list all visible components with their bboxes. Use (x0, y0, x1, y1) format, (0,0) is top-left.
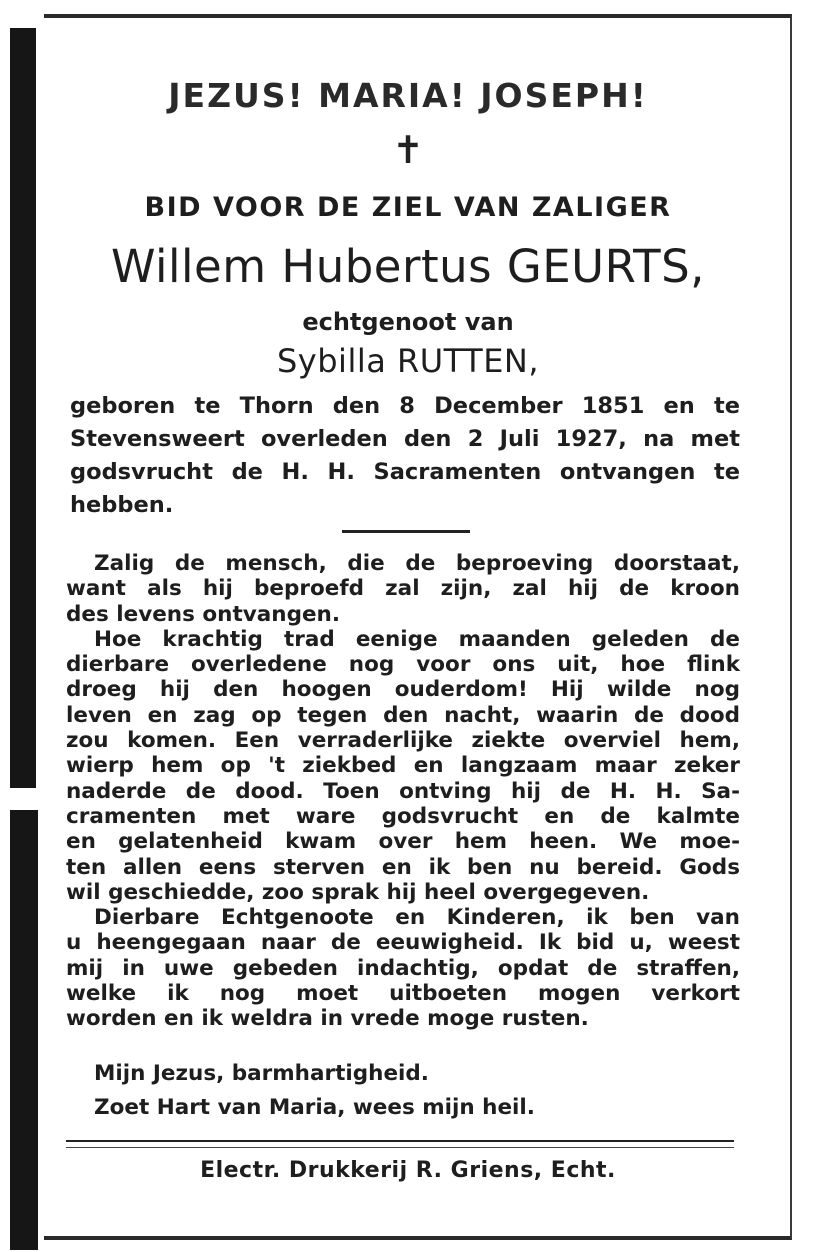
black-border-strip-lower (10, 810, 38, 1250)
footer-divider (66, 1140, 734, 1148)
meditation-line: wierp hem op 't ziekbed en langzaam maar zeker (66, 753, 740, 779)
section-divider (342, 530, 470, 533)
deceased-name: Willem Hubertus GEURTS, (111, 240, 705, 293)
meditation-line: ten allen eens sterven en ik ben nu bereid. Gods (66, 854, 740, 880)
meditation-line: naderde de dood. Toen ontving hij de H. H. Sa- (66, 778, 740, 804)
biography-line: godsvrucht de H. H. Sacramenten ontvangen te (70, 459, 740, 485)
spouse-intro: echtgenoot van (302, 308, 514, 336)
biography-paragraph (70, 390, 740, 522)
meditation-line: Zalig de mensch, die de beproeving doorstaat, (94, 551, 740, 576)
cross-icon: ✝ (392, 128, 424, 172)
meditation-line: des levens ontvangen. (66, 601, 341, 627)
biography-line: geboren te Thorn den 8 December 1851 en te (70, 393, 740, 419)
meditation-line: droeg hij den hoogen ouderdom! Hij wilde nog (66, 677, 740, 703)
meditation-line: en gelatenheid kwam over hem heen. We moe- (66, 829, 740, 855)
meditation-line: welke ik nog moet uitboeten mogen verkort (66, 981, 740, 1007)
closing-prayer-2: Zoet Hart van Maria, wees mijn heil. (94, 1095, 535, 1120)
meditation-line: worden en ik weldra in vrede moge rusten. (66, 1006, 589, 1032)
meditation-text (66, 551, 740, 1032)
biography-line: hebben. (70, 492, 174, 518)
biography-line: Stevensweert overleden den 2 Juli 1927, na met (70, 426, 740, 452)
meditation-line: wil geschiedde, zoo sprak hij heel overgegeven. (66, 879, 650, 905)
meditation-line: mij in uwe gebeden indachtig, opdat de straffen, (66, 955, 740, 981)
meditation-line: leven en zag op tegen den nacht, waarin de dood (66, 702, 740, 728)
meditation-line: u heengegaan naar de eeuwigheid. Ik bid u, weest (66, 930, 740, 956)
printer-credit: Electr. Drukkerij R. Griens, Echt. (200, 1158, 616, 1183)
meditation-line: dierbare overledene nog voor ons uit, hoe flink (66, 652, 740, 678)
invocation-heading: JEZUS! MARIA! JOSEPH! (168, 76, 648, 115)
meditation-line: zou komen. Een verraderlijke ziekte overviel hem, (66, 728, 740, 754)
meditation-line: want als hij beproefd zal zijn, zal hij de kroon (66, 576, 740, 602)
prayer-heading: BID VOOR DE ZIEL VAN ZALIGER (144, 192, 672, 223)
meditation-line: Dierbare Echtgenoote en Kinderen, ik ben van (94, 905, 740, 931)
meditation-line: cramenten met ware godsvrucht en de kalmte (66, 803, 740, 829)
closing-prayer-1: Mijn Jezus, barmhartigheid. (94, 1061, 429, 1086)
spouse-name: Sybilla RUTTEN, (276, 342, 540, 380)
meditation-line: Hoe krachtig trad eenige maanden geleden de (94, 626, 740, 652)
